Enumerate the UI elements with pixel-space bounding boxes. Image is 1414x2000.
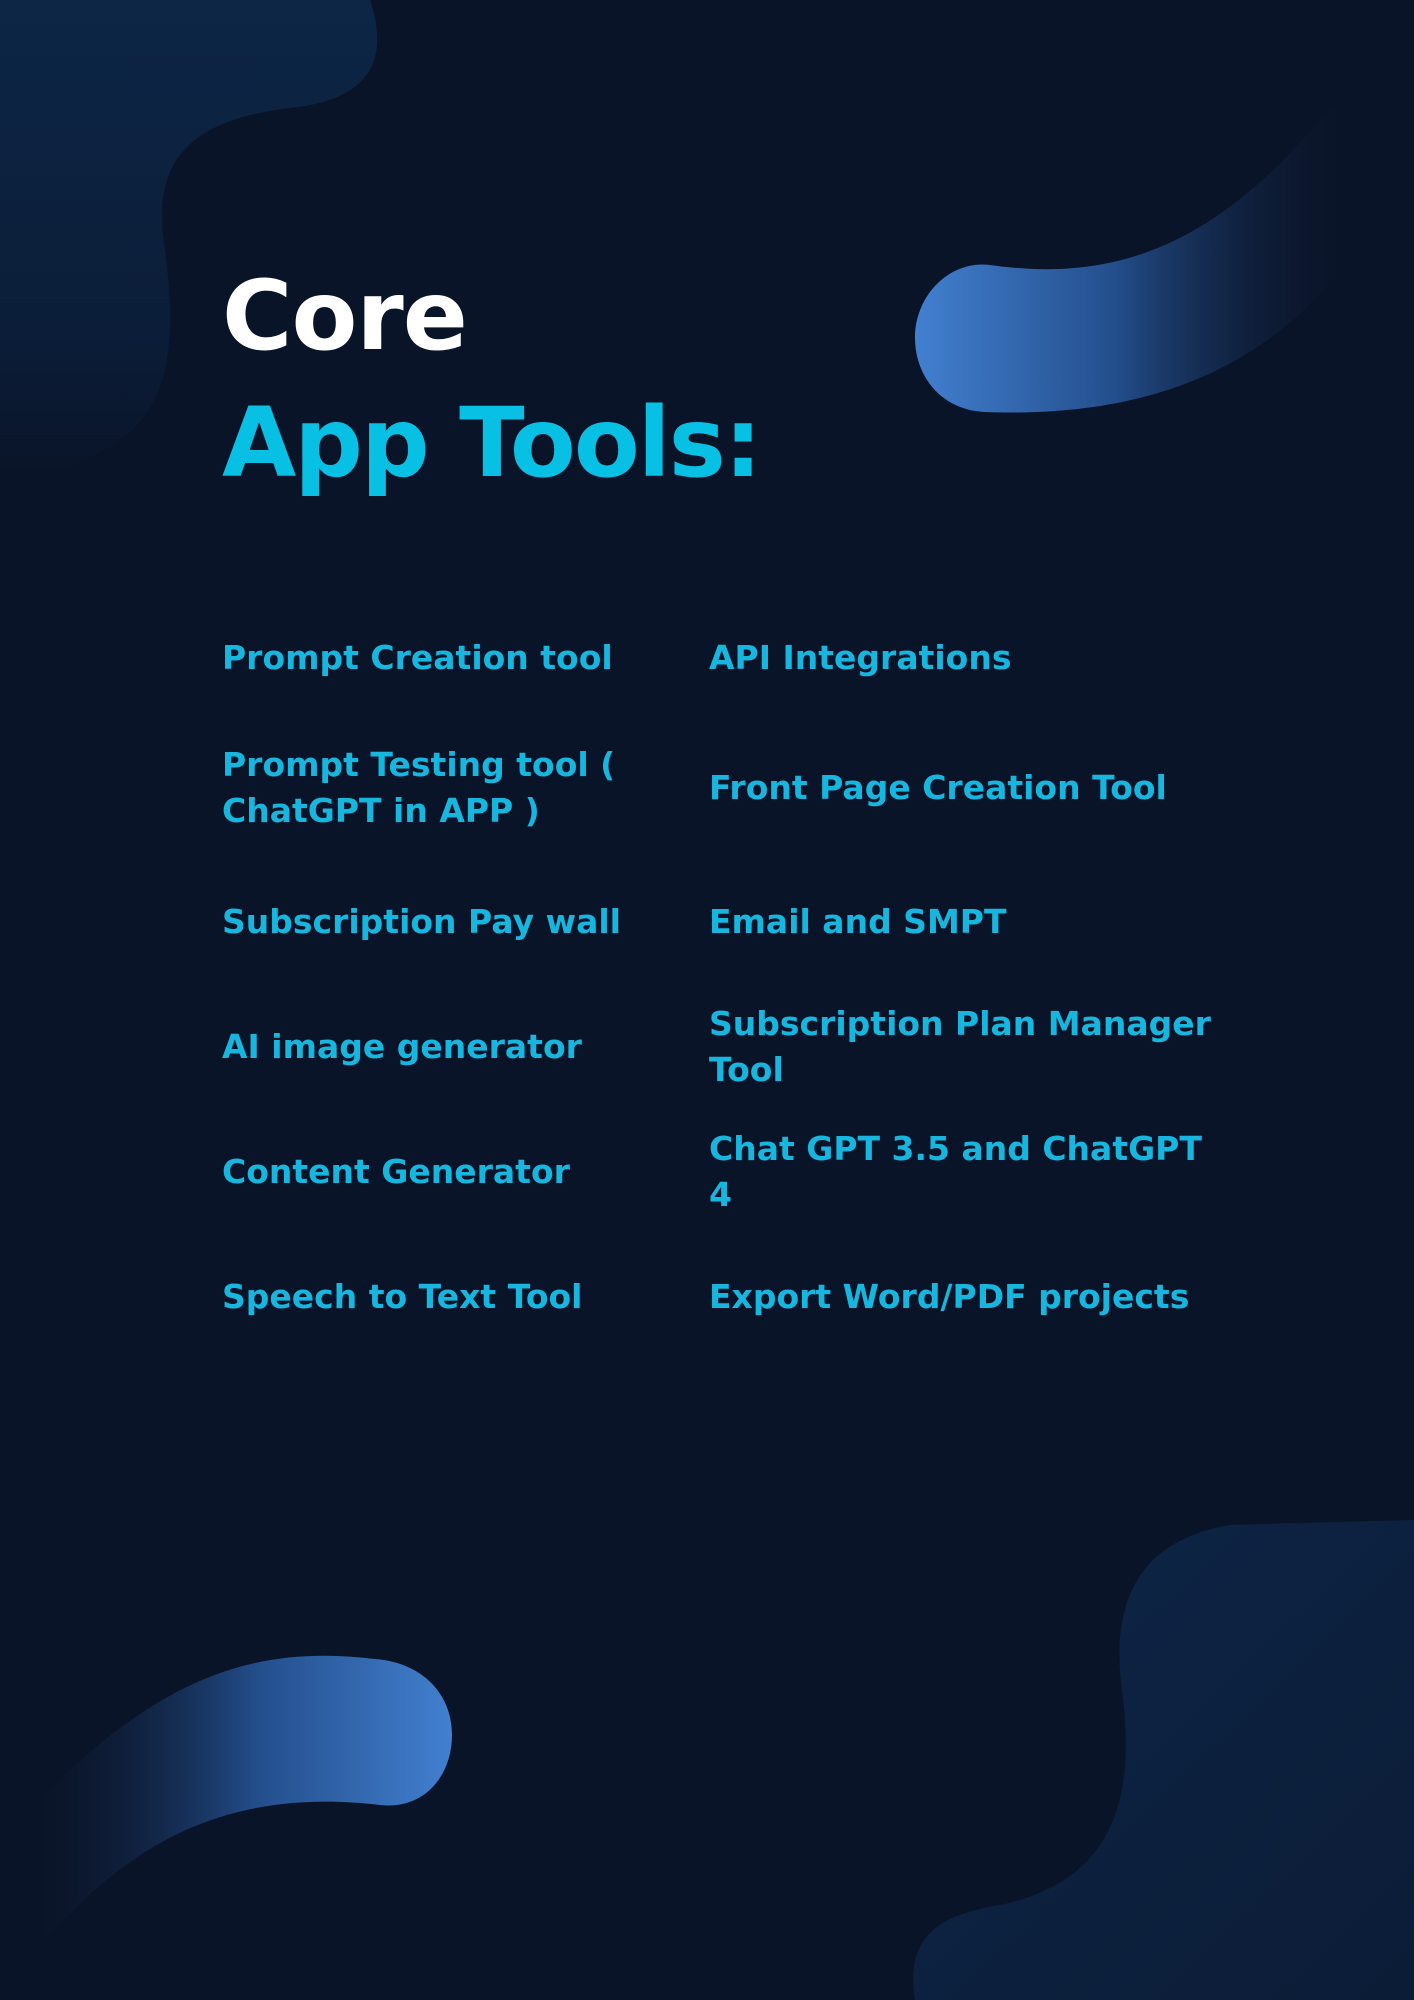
tool-item-subscription-plan-manager: Subscription Plan Manager Tool — [709, 1003, 1211, 1089]
tool-item-front-page-creation: Front Page Creation Tool — [709, 767, 1167, 807]
bottom-left-swoosh — [0, 1656, 452, 1990]
bottom-right-blob — [913, 1520, 1414, 2000]
tool-item-speech-to-text: Speech to Text Tool — [222, 1276, 583, 1316]
tool-item-subscription-pay-wall: Subscription Pay wall — [222, 901, 621, 941]
tool-item-export-word-pdf: Export Word/PDF projects — [709, 1276, 1190, 1316]
tool-item-chatgpt-versions: Chat GPT 3.5 and ChatGPT 4 — [709, 1128, 1202, 1214]
tool-item-ai-image-generator: AI image generator — [222, 1026, 582, 1066]
tool-item-prompt-creation: Prompt Creation tool — [222, 637, 613, 677]
tool-item-prompt-testing: Prompt Testing tool ( ChatGPT in APP ) — [222, 744, 616, 830]
tool-item-email-smpt: Email and SMPT — [709, 901, 1007, 941]
page-title-core: Core — [222, 260, 467, 372]
tool-item-content-generator: Content Generator — [222, 1151, 570, 1191]
top-right-swoosh — [915, 70, 1365, 412]
tool-item-api-integrations: API Integrations — [709, 637, 1012, 677]
page-title-app-tools: App Tools: — [222, 387, 761, 499]
